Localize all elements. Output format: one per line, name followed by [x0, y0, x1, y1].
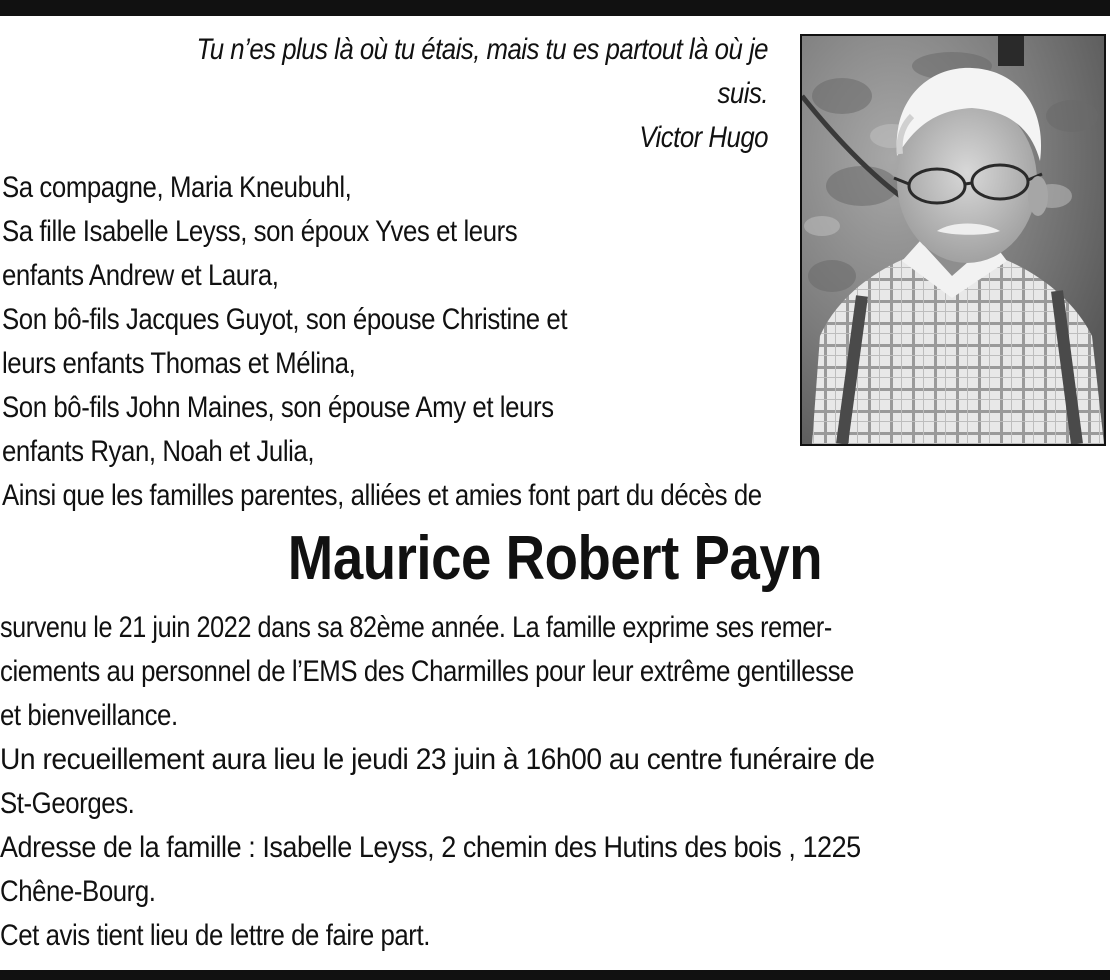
- family-line: Sa fille Isabelle Leyss, son époux Yves et leurs: [2, 215, 518, 248]
- epigraph-quote: [108, 28, 768, 160]
- body-line: Un recueillement aura lieu le jeudi 23 juin à 16h00 au centre funéraire de: [0, 743, 875, 776]
- body-line: Chêne-Bourg.: [0, 875, 156, 908]
- top-border-rule: [0, 0, 1110, 16]
- family-line: Sa compagne, Maria Kneubuhl,: [2, 171, 352, 204]
- body-line: et bienveillance.: [0, 699, 178, 732]
- quote-line-1: Tu n’es plus là où tu étais, mais tu es partout là où je: [196, 33, 769, 66]
- family-line: enfants Andrew et Laura,: [2, 259, 279, 292]
- body-line: ciements au personnel de l’EMS des Charmilles pour leur extrême gentillesse: [0, 655, 854, 688]
- family-line: Son bô-fils Jacques Guyot, son épouse Christine et: [2, 303, 568, 336]
- family-line: enfants Ryan, Noah et Julia,: [2, 435, 315, 468]
- family-line: Son bô-fils John Maines, son épouse Amy et leurs: [2, 391, 554, 424]
- announcement-text: Ainsi que les familles parentes, alliées et amies font part du décès de: [2, 479, 762, 512]
- body-line: Adresse de la famille : Isabelle Leyss, 2 chemin des Hutins des bois , 1225: [0, 831, 861, 864]
- notice-body: [0, 606, 1110, 958]
- bottom-border-rule: [0, 970, 1110, 980]
- portrait-photo-icon: [800, 34, 1106, 446]
- quote-line-2: suis.: [717, 77, 768, 110]
- deceased-name: Maurice Robert Payn: [287, 524, 823, 593]
- body-line: Cet avis tient lieu de lettre de faire part.: [0, 919, 430, 952]
- body-line: survenu le 21 juin 2022 dans sa 82ème année. La famille exprime ses remer-: [0, 611, 832, 644]
- family-line: leurs enfants Thomas et Mélina,: [2, 347, 356, 380]
- body-line: St-Georges.: [0, 787, 135, 820]
- family-list: [2, 166, 567, 474]
- quote-author: Victor Hugo: [639, 121, 768, 154]
